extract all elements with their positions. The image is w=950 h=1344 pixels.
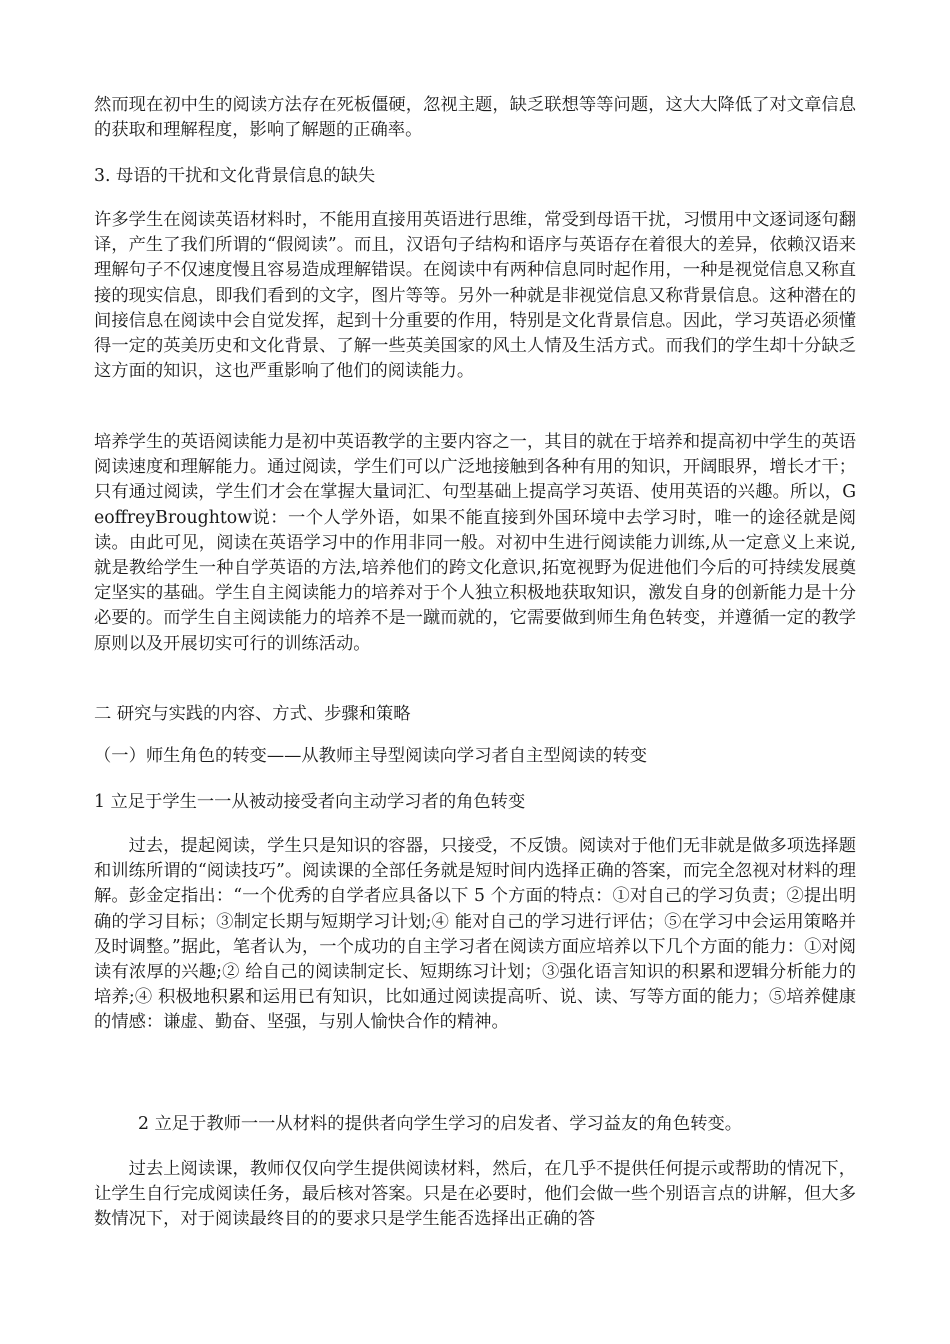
- paragraph-mother-tongue: 许多学生在阅读英语材料时，不能用直接用英语进行思维，常受到母语干扰，习惯用中文逐词逐句翻译，产生了我们所谓的“假阅读”。而且，汉语句子结构和语序与英语存在着很大的差异，依赖汉语来理解句子不仅速度慢且容易造成理解错误。在阅读中有两种信息同时起作用，一种是视觉信息又称直接的现实信息，即我们看到的文字，图片等等。另外一种就是非视觉信息又称背景信息。这种潜在的间接信息在阅读中会自觉发挥，起到十分重要的作用，特别是文化背景信息。因此，学习英语必须懂得一定的英美历史和文化背景、了解一些英美国家的风土人情及生活方式。而我们的学生却十分缺乏这方面的知识，这也严重影响了他们的阅读能力。: [94, 210, 856, 382]
- heading-role-change: （一）师生角色的转变——从教师主导型阅读向学习者自主型阅读的转变: [94, 746, 648, 766]
- paragraph-teacher-role: 过去上阅读课，教师仅仅向学生提供阅读材料，然后，在几乎不提供任何提示或帮助的情况下，让学生自行完成阅读任务，最后核对答案。只是在必要时，他们会做一些个别语言点的讲解，但大多数情况下，对于阅读最终目的的要求只是学生能否选择出正确的答: [94, 1159, 856, 1230]
- heading-mother-tongue-interference: 3. 母语的干扰和文化背景信息的缺失: [94, 166, 376, 186]
- heading-teacher-role: 2 立足于教师一一从材料的提供者向学生学习的启发者、学习益友的角色转变。: [138, 1114, 743, 1134]
- paragraph-reading-methods: 然而现在初中生的阅读方法存在死板僵硬，忽视主题，缺乏联想等等问题，这大大降低了对文章信息的获取和理解程度，影响了解题的正确率。: [94, 95, 856, 141]
- paragraph-student-role: 过去，提起阅读，学生只是知识的容器，只接受，不反馈。阅读对于他们无非就是做多项选择题和训练所谓的“阅读技巧”。阅读课的全部任务就是短时间内选择正确的答案，而完全忽视对材料的理解。彭金定指出：“一个优秀的自学者应具备以下 5 个方面的特点：①对自己的学习负责；②提出明确的学习目标；③制定长期与短期学习计划;④ 能对自己的学习进行评估；⑤在学习中会运用策略并及时调整。”据此，笔者认为，一个成功的自主学习者在阅读方面应培养以下几个方面的能力：①对阅读有浓厚的兴趣;② 给自己的阅读制定长、短期练习计划；③强化语言知识的积累和逻辑分析能力的培养;④ 积极地积累和运用已有知识，比如通过阅读提高听、说、读、写等方面的能力；⑤培养健康的情感：谦虚、勤奋、坚强，与别人愉快合作的精神。: [94, 836, 856, 1033]
- paragraph-reading-ability: 培养学生的英语阅读能力是初中英语教学的主要内容之一，其目的就在于培养和提高初中学生的英语阅读速度和理解能力。通过阅读，学生们可以广泛地接触到各种有用的知识，开阔眼界，增长才干；只有通过阅读，学生们才会在掌握大量词汇、句型基础上提高学习英语、使用英语的兴趣。所以，GeoffreyBroughtow说：一个人学外语，如果不能直接到外国环境中去学习时，唯一的途径就是阅读。由此可见，阅读在英语学习中的作用非同一般。对初中生进行阅读能力训练,从一定意义上来说,就是教给学生一种自学英语的方法,培养他们的跨文化意识,拓宽视野为促进他们今后的可持续发展奠定坚实的基础。学生自主阅读能力的培养对于个人独立积极地获取知识，激发自身的创新能力是十分必要的。而学生自主阅读能力的培养不是一蹴而就的，它需要做到师生角色转变，并遵循一定的教学原则以及开展切实可行的训练活动。: [94, 432, 856, 654]
- heading-section-two: 二 研究与实践的内容、方式、步骤和策略: [94, 704, 411, 724]
- heading-student-role: 1 立足于学生一一从被动接受者向主动学习者的角色转变: [94, 792, 526, 812]
